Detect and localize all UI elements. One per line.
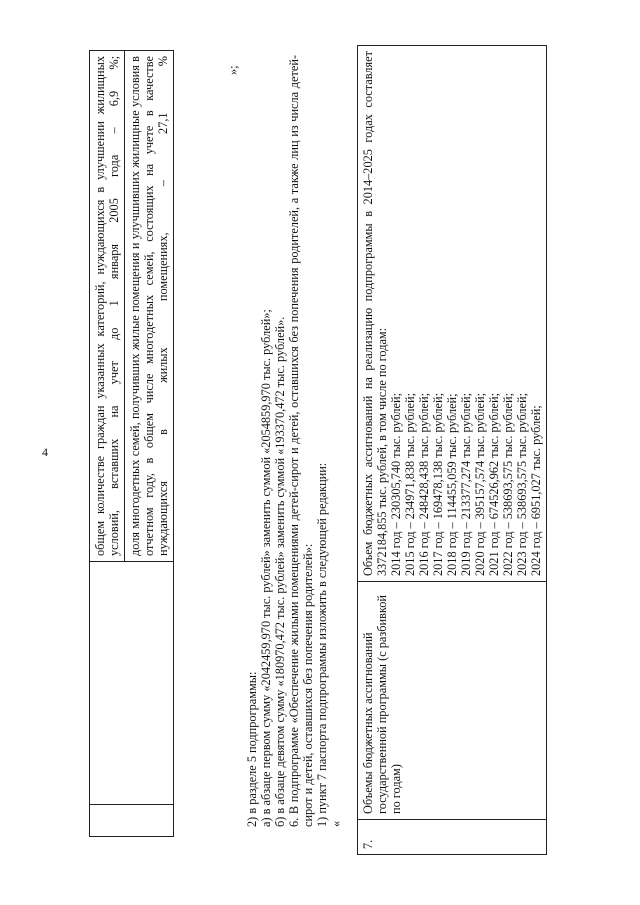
- passport-table: [357, 45, 547, 855]
- indicators-table-continuation: [89, 50, 174, 837]
- page-number: 4: [42, 445, 48, 459]
- closing-quote-mark: »;: [226, 65, 240, 75]
- paragraph-subitem-b: б) в абзаце девятом сумму «180970,472 тыс. рублей» заменить суммой «193370,472 тыс. рублей».: [273, 316, 287, 827]
- year-line: 2021 год – 674526,962 тыс. рублей;: [487, 393, 501, 576]
- budget-intro: Объем бюджетных ассигнований на реализацию подпрограммы в 2014–2025 годах составляет 3372184,855 тыс. рублей, в том числе по годам:: [361, 51, 389, 576]
- year-line: 2014 год – 230305,740 тыс. рублей;: [389, 393, 403, 576]
- year-line: 2018 год – 114455,059 тыс. рублей;: [445, 393, 459, 576]
- document-body: [245, 55, 343, 855]
- paragraph-section5: 2) в разделе 5 подпрограммы:: [245, 671, 259, 827]
- opening-quote-mark: «: [329, 820, 343, 827]
- year-line: 2019 год – 213377,274 тыс. рублей;: [459, 393, 473, 576]
- table-row: [90, 51, 125, 837]
- row-label: Объемы бюджетных ассигнований государственной программы (с разбивкой по годам): [358, 582, 547, 820]
- budget-allocation-cell: [358, 46, 547, 582]
- indicator-text-2: доля многодетных семей, получивших жилые помещения и улучшивших жилищные условия в отчетном году, в общем числе многодетных семей, состоящих на учете в качестве нуждающихся в жилых помещениях, – 27,1 %: [125, 51, 174, 562]
- year-line: 2024 год – 6951,027 тыс. рублей;: [529, 405, 543, 576]
- year-line: 2020 год – 395157,574 тыс. рублей;: [473, 393, 487, 576]
- year-line: 2017 год – 169478,138 тыс. рублей;: [431, 393, 445, 576]
- indicator-text-1: общем количестве граждан указанных категорий, нуждающихся в улучшении жилищных условий, вставших на учет до 1 января 2005 года – 6,9 %;: [90, 51, 125, 562]
- year-line: 2022 год – 538693,575 тыс. рублей;: [501, 393, 515, 576]
- paragraph-subprogram-6: 6. В подпрограмме «Обеспечение жилыми помещениями детей-сирот и детей, оставшихся без попечения родителей, а также лиц из числа детей-сирот и детей, оставшихся без попечения родителей»:: [287, 55, 315, 827]
- year-line: 2016 год – 248428,438 тыс. рублей;: [417, 393, 431, 576]
- table-cell-number-empty: [90, 805, 174, 837]
- table-row: [358, 46, 547, 855]
- year-line: 2015 год – 234971,838 тыс. рублей;: [403, 393, 417, 576]
- table-cell-label-empty: [90, 562, 174, 805]
- row-number: 7.: [358, 820, 547, 855]
- paragraph-point-7: 1) пункт 7 паспорта подпрограммы изложить в следующей редакции:: [315, 462, 329, 827]
- year-line: 2023 год – 538693,575 тыс. рублей;: [515, 393, 529, 576]
- paragraph-subitem-a: а) в абзаце первом сумму «2042459,970 тыс. рублей» заменить суммой «2054859,970 тыс. рублей»;: [259, 309, 273, 827]
